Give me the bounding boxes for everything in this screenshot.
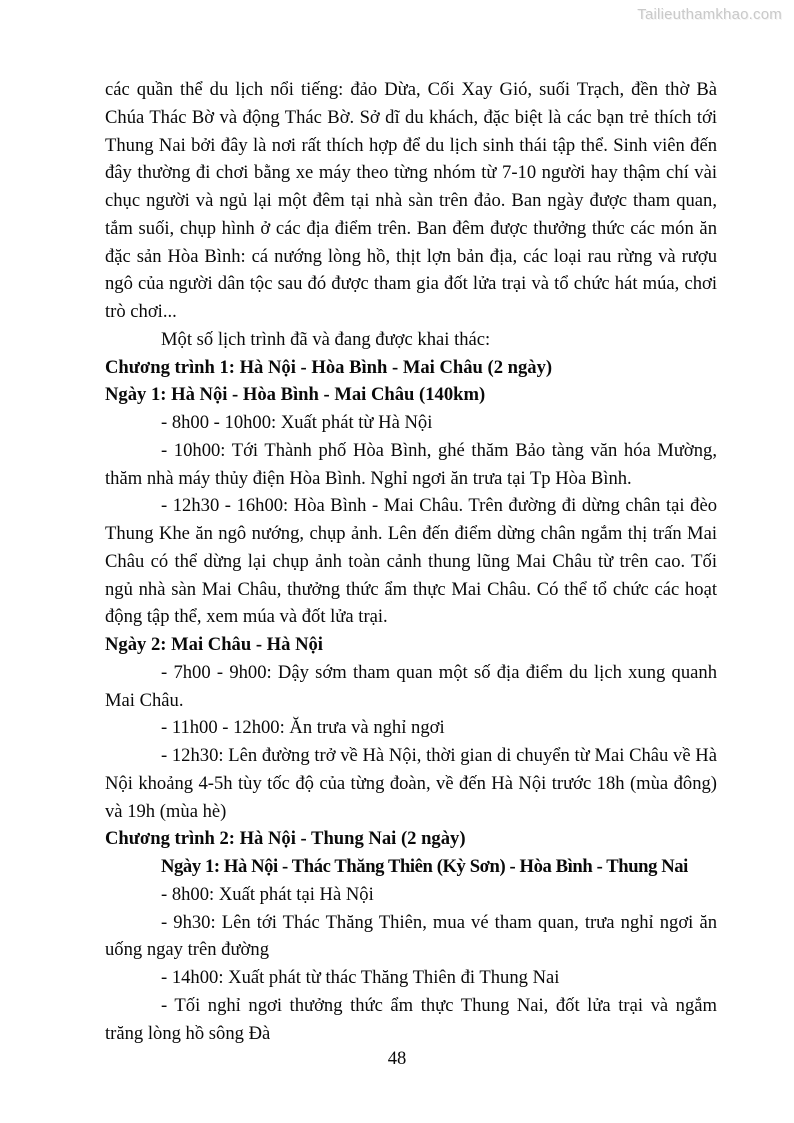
program-2-day-1-title: Ngày 1: Hà Nội - Thác Thăng Thiên (Kỳ Sơn) - Hòa Bình - Thung Nai bbox=[161, 856, 688, 877]
itinerary-lead: Một số lịch trình đã và đang được khai thác: bbox=[161, 328, 491, 350]
itinerary-item: - 9h30: Lên tới Thác Thăng Thiên, mua vé tham quan, trưa nghỉ ngơi ăn uống ngay trên đường bbox=[105, 911, 717, 961]
itinerary-item: - 14h00: Xuất phát từ thác Thăng Thiên đi Thung Nai bbox=[161, 967, 560, 988]
itinerary-item: - 12h30 - 16h00: Hòa Bình - Mai Châu. Trên đường đi dừng chân tại đèo Thung Khe ăn ngô nướng, chụp ảnh. Lên đến điểm dừng chân ngắm thị trấn Mai Châu có thể dừng lại chụp ảnh toàn cảnh thung lũng Mai Châu từ trên cao. Tối ngủ nhà sàn Mai Châu, thưởng thức ẩm thực Mai Châu. Có thể tổ chức các hoạt động tập thể, xem múa và đốt lửa trại. bbox=[105, 495, 717, 628]
document-body bbox=[105, 76, 717, 1047]
program-1-day-1-title: Ngày 1: Hà Nội - Hòa Bình - Mai Châu (140km) bbox=[105, 384, 486, 406]
itinerary-item: - 11h00 - 12h00: Ăn trưa và nghỉ ngơi bbox=[161, 717, 445, 739]
itinerary-item: - 8h00 - 10h00: Xuất phát từ Hà Nội bbox=[161, 412, 433, 433]
itinerary-item: - Tối nghỉ ngơi thưởng thức ẩm thực Thung Nai, đốt lửa trại và ngắm trăng lòng hồ sông Đà bbox=[105, 994, 717, 1044]
program-1-title: Chương trình 1: Hà Nội - Hòa Bình - Mai Châu (2 ngày) bbox=[105, 356, 553, 378]
itinerary-item: - 10h00: Tới Thành phố Hòa Bình, ghé thăm Bảo tàng văn hóa Mường, thăm nhà máy thủy điện Hòa Bình. Nghỉ ngơi ăn trưa tại Tp Hòa Bình. bbox=[105, 439, 717, 489]
itinerary-item: - 8h00: Xuất phát tại Hà Nội bbox=[161, 883, 374, 905]
itinerary-item: - 7h00 - 9h00: Dậy sớm tham quan một số địa điểm du lịch xung quanh Mai Châu. bbox=[105, 661, 717, 711]
program-1-day-2-title: Ngày 2: Mai Châu - Hà Nội bbox=[105, 634, 323, 655]
watermark: Tailieuthamkhao.com bbox=[637, 6, 782, 23]
page-number: 48 bbox=[387, 1048, 407, 1069]
intro-paragraph: các quần thể du lịch nổi tiếng: đảo Dừa, Cối Xay Gió, suối Trạch, đền thờ Bà Chúa Thác Bờ và động Thác Bờ. Sở dĩ du khách, đặc biệt là các bạn trẻ thích tới Thung Nai bởi đây là nơi rất thích hợp để du lịch sinh thái tập thể. Sinh viên đến đây thường đi chơi bằng xe máy theo từng nhóm từ 7-10 người hay thậm chí vài chục người và ngủ lại một đêm tại nhà sàn trên đảo. Ban ngày được tham quan, tắm suối, chụp hình ở các địa điểm trên. Ban đêm được thưởng thức các món ăn đặc sản Hòa Bình: cá nướng lòng hồ, thịt lợn bản địa, các loại rau rừng và rượu ngô của người dân tộc sau đó được tham gia đốt lửa trại và tổ chức hát múa, chơi trò chơi... bbox=[105, 79, 717, 322]
program-2-title: Chương trình 2: Hà Nội - Thung Nai (2 ngày) bbox=[105, 828, 466, 850]
itinerary-item: - 12h30: Lên đường trở về Hà Nội, thời gian di chuyển từ Mai Châu về Hà Nội khoảng 4-5h tùy tốc độ của từng đoàn, về đến Hà Nội trước 18h (mùa đông) và 19h (mùa hè) bbox=[105, 745, 717, 822]
